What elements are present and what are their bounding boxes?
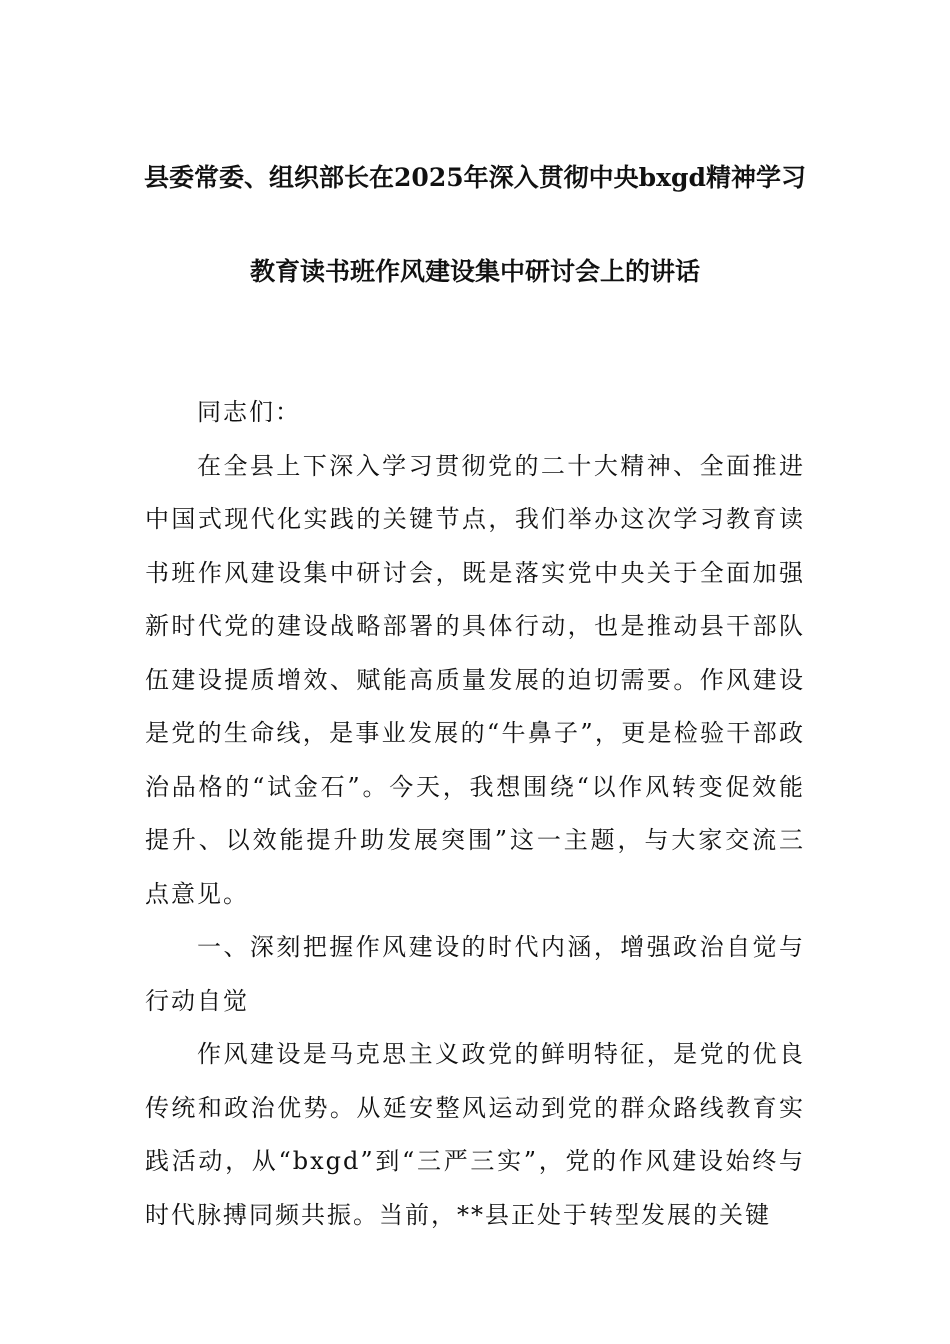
greeting-paragraph: 同志们：: [197, 398, 301, 426]
document-title-line-2: 教育读书班作风建设集中研讨会上的讲话: [249, 257, 700, 286]
section-heading-1: 一、深刻把握作风建设的时代内涵，增强政治自觉与行动自觉: [145, 933, 805, 1015]
body-paragraph-intro: 在全县上下深入学习贯彻党的二十大精神、全面推进中国式现代化实践的关键节点，我们举办这次学习教育读书班作风建设集中研讨会，既是落实党中央关于全面加强新时代党的建设战略部署的具体行动，也是推动县干部队伍建设提质增效、赋能高质量发展的迫切需要。作风建设是党的生命线，是事业发展的“牛鼻子”，更是检验干部政治品格的“试金石”。今天，我想围绕“以作风转变促效能提升、以效能提升助发展突围”这一主题，与大家交流三点意见。: [145, 451, 805, 908]
body-paragraph-section-1: 作风建设是马克思主义政党的鲜明特征，是党的优良传统和政治优势。从延安整风运动到党的群众路线教育实践活动，从“bxgd”到“三严三实”，党的作风建设始终与时代脉搏同频共振。当前，**县正处于转型发展的关键: [145, 1040, 805, 1229]
document-body: [145, 386, 805, 1242]
document-title-line-1: 县委常委、组织部长在2025年深入贯彻中央bxgd精神学习: [144, 163, 806, 192]
